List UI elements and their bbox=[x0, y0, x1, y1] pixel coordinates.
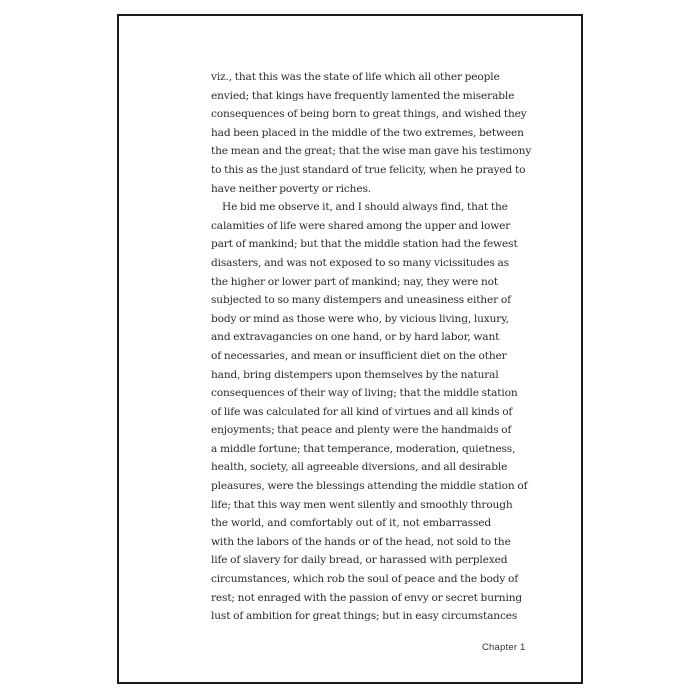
text-line: lust of ambition for great things; but in easy circumstances bbox=[211, 610, 518, 623]
text-line: to this as the just standard of true felicity, when he prayed to bbox=[211, 163, 526, 176]
text-line: consequences of their way of living; that the middle station bbox=[211, 387, 518, 400]
paragraph-2 bbox=[211, 198, 528, 626]
book-page bbox=[117, 14, 583, 684]
text-line: enjoyments; that peace and plenty were the handmaids of bbox=[211, 424, 512, 437]
chapter-footer: Chapter 1 bbox=[482, 642, 526, 653]
text-line: He bid me observe it, and I should always find, that the bbox=[222, 201, 508, 214]
text-line: rest; not enraged with the passion of envy or secret burning bbox=[211, 591, 522, 604]
paragraph-1 bbox=[211, 68, 532, 198]
text-line: hand, bring distempers upon themselves by the natural bbox=[211, 368, 499, 381]
text-line: health, society, all agreeable diversions, and all desirable bbox=[211, 461, 508, 474]
text-line: subjected to so many distempers and uneasiness either of bbox=[211, 294, 511, 307]
text-line: pleasures, were the blessings attending the middle station of bbox=[211, 480, 528, 493]
text-line: the mean and the great; that the wise man gave his testimony bbox=[211, 145, 532, 158]
text-line: viz., that this was the state of life which all other people bbox=[211, 71, 500, 83]
text-line: circumstances, which rob the soul of peace and the body of bbox=[211, 573, 518, 586]
text-line: life of slavery for daily bread, or harassed with perplexed bbox=[211, 554, 508, 567]
text-line: calamities of life were shared among the upper and lower bbox=[211, 219, 511, 232]
text-line: disasters, and was not exposed to so many vicissitudes as bbox=[211, 256, 509, 269]
text-line: the higher or lower part of mankind; nay, they were not bbox=[211, 275, 498, 288]
text-line: the world, and comfortably out of it, not embarrassed bbox=[211, 517, 491, 530]
text-line: body or mind as those were who, by vicious living, luxury, bbox=[211, 312, 509, 325]
text-line: of life was calculated for all kind of virtues and all kinds of bbox=[211, 405, 513, 418]
text-line: have neither poverty or riches. bbox=[211, 182, 371, 195]
text-line: of necessaries, and mean or insufficient diet on the other bbox=[211, 349, 507, 362]
text-line: life; that this way men went silently and smoothly through bbox=[211, 498, 513, 511]
text-line: and extravagancies on one hand, or by hard labor, want bbox=[211, 331, 500, 344]
text-line: consequences of being born to great things, and wished they bbox=[211, 108, 527, 121]
text-line: a middle fortune; that temperance, moderation, quietness, bbox=[211, 442, 516, 455]
text-line: with the labors of the hands or of the head, not sold to the bbox=[211, 535, 511, 548]
text-line: part of mankind; but that the middle station had the fewest bbox=[211, 238, 518, 251]
text-line: envied; that kings have frequently lamented the miserable bbox=[211, 89, 515, 102]
body-text bbox=[211, 68, 532, 626]
text-line: had been placed in the middle of the two extremes, between bbox=[211, 126, 524, 139]
